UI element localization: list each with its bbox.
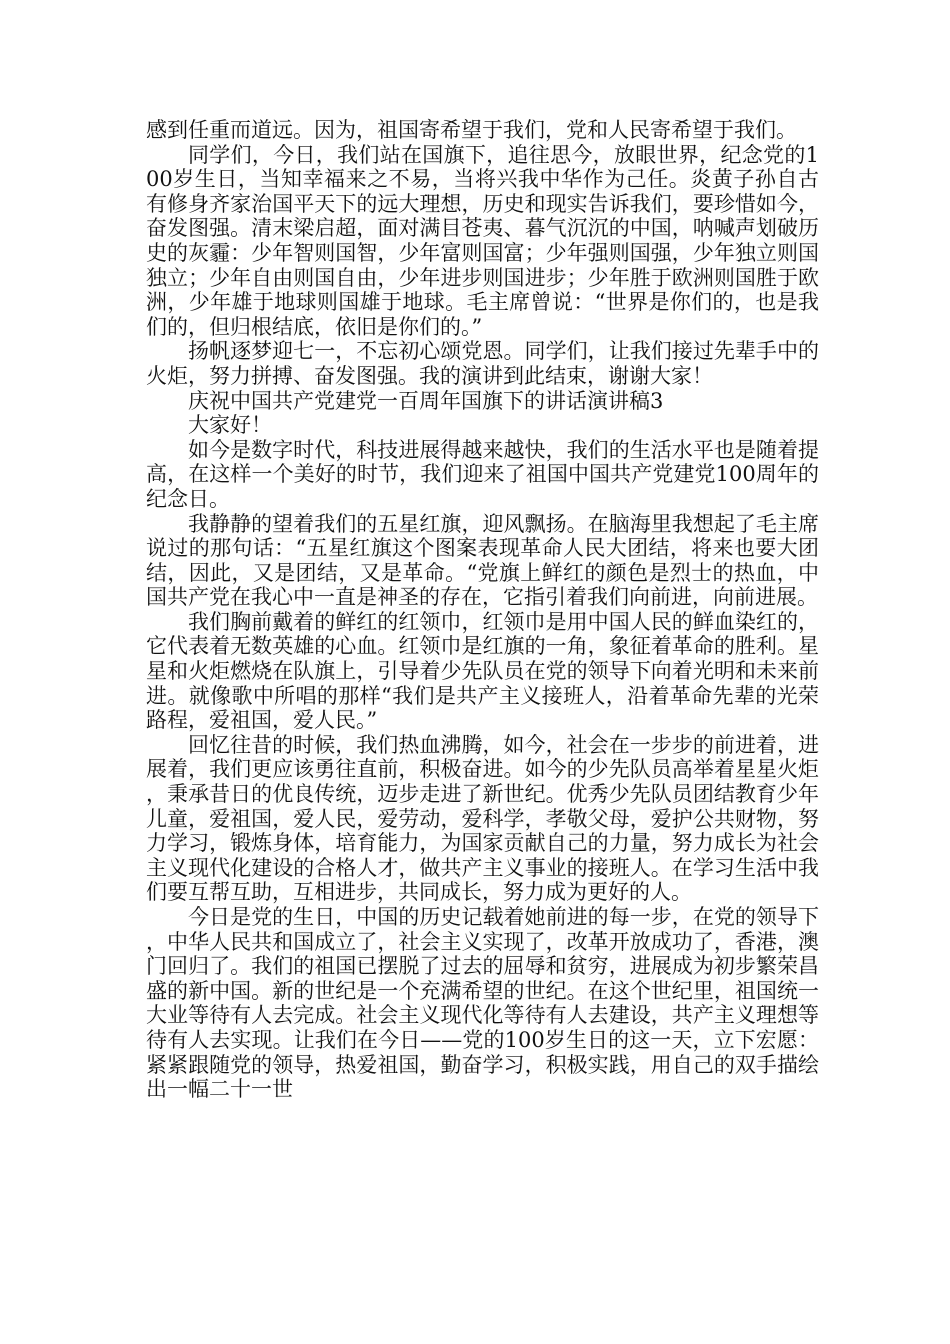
paragraph-party-birthday: 今日是党的生日，中国的历史记载着她前进的每一步，在党的领导下，中华人民共和国成立了，社会主义实现了，改革开放成功了，香港，澳门回归了。我们的祖国已摆脱了过去的屈辱和贫穷，进展成为初步繁荣昌盛的新中国。新的世纪是一个充满希望的世纪。在这个世纪里，祖国统一大业等待有人去完成。社会主义现代化等待有人去建设，共产主义理想等待有人去实现。让我们在今日——党的100岁生日的这一天，立下宏愿：紧紧跟随党的领导，热爱祖国，勤奋学习，积极实践，用自己的双手描绘出一幅二十一世: [146, 905, 819, 1102]
paragraph-digital-era: 如今是数字时代，科技进展得越来越快，我们的生活水平也是随着提高，在这样一个美好的时节，我们迎来了祖国中国共产党建党100周年的纪念日。: [146, 437, 819, 511]
paragraph-continuation: 感到任重而道远。因为，祖国寄希望于我们，党和人民寄希望于我们。: [146, 118, 797, 142]
document-page: [146, 118, 819, 1102]
greeting: 大家好！: [188, 413, 272, 438]
paragraph-young-pioneers: 回忆往昔的时候，我们热血沸腾，如今，社会在一步步的前进着，进展着，我们更应该勇往直前，积极奋进。如今的少先队员高举着星星火炬，秉承昔日的优良传统，迈步走进了新世纪。优秀少先队员团结教育少年儿童，爱祖国，爱人民，爱劳动，爱科学，孝敬父母，爱护公共财物，努力学习，锻炼身体，培育能力，为国家贡献自己的力量，努力成长为社会主义现代化建设的合格人才，做共产主义事业的接班人。在学习生活中我们要互帮互助，互相进步，共同成长，努力成为更好的人。: [146, 732, 819, 905]
paragraph-red-scarf: 我们胸前戴着的鲜红的红领巾，红领巾是用中国人民的鲜血染红的，它代表着无数英雄的心血。红领巾是红旗的一角，象征着革命的胜利。星星和火炬燃烧在队旗上，引导着少先队员在党的领导下向着光明和未来前进。就像歌中所唱的那样“我们是共产主义接班人，沿着革命先辈的光荣路程，爱祖国，爱人民。”: [146, 609, 819, 733]
speech-title: 庆祝中国共产党建党一百周年国旗下的讲话演讲稿3: [188, 388, 664, 413]
paragraph-closing: 扬帆逐梦迎七一，不忘初心颂党恩。同学们，让我们接过先辈手中的火炬，努力拼搏、奋发图强。我的演讲到此结束，谢谢大家！: [146, 339, 819, 388]
paragraph-five-star-flag: 我静静的望着我们的五星红旗，迎风飘扬。在脑海里我想起了毛主席说过的那句话：“五星红旗这个图案表现革命人民大团结，将来也要大团结，因此，又是团结，又是革命。“党旗上鲜红的颜色是烈士的热血，中国共产党在我心中一直是神圣的存在，它指引着我们向前进，向前进展。: [146, 511, 819, 610]
paragraph-commemoration: 同学们，今日，我们站在国旗下，追往思今，放眼世界，纪念党的100岁生日，当知幸福来之不易，当将兴我中华作为己任。炎黄子孙自古有修身齐家治国平天下的远大理想，历史和现实告诉我们，要珍惜如今，奋发图强。清末梁启超，面对满目苍夷、暮气沉沉的中国，呐喊声划破历史的灰霾：少年智则国智，少年富则国富；少年强则国强，少年独立则国独立；少年自由则国自由，少年进步则国进步；少年胜于欧洲则国胜于欧洲，少年雄于地球则国雄于地球。毛主席曾说：“世界是你们的，也是我们的，但归根结底，依旧是你们的。”: [146, 142, 819, 339]
